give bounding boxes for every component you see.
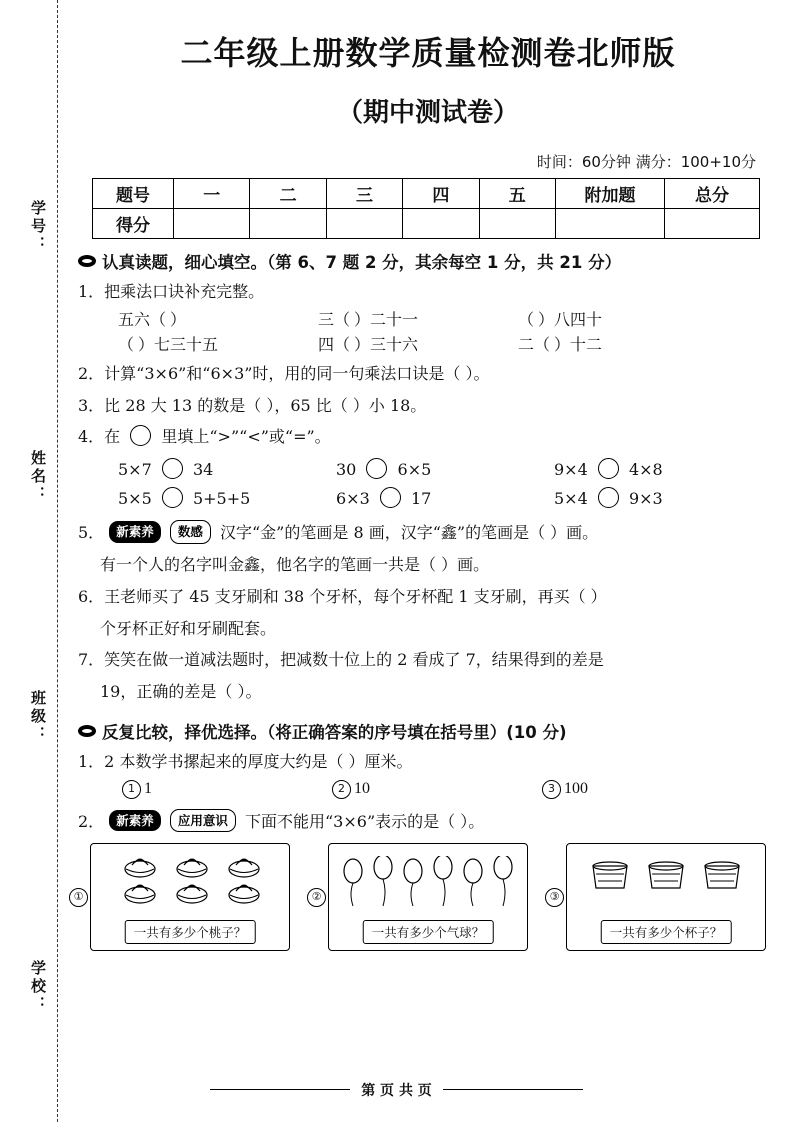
footer-rule-right <box>443 1089 583 1090</box>
section-2-heading <box>78 719 778 743</box>
compare-right: 9×3 <box>628 489 663 509</box>
side-label-column <box>20 0 54 1122</box>
balloon-group <box>329 856 527 908</box>
compare-circle-icon[interactable] <box>380 487 401 508</box>
score-header-4: 四 <box>403 179 479 209</box>
exam-content <box>73 0 778 951</box>
peach-grid <box>115 852 265 902</box>
side-label-class: 班级： <box>29 690 47 744</box>
option-text-1: 1 <box>144 779 152 797</box>
compare-circle-icon[interactable] <box>598 458 619 479</box>
compare-right: 5+5+5 <box>192 489 251 509</box>
option-1[interactable] <box>122 780 332 799</box>
question-1-1: 1．把乘法口诀补充完整。 <box>78 282 265 301</box>
compare-item <box>118 458 336 479</box>
badge-number-sense: 数感 <box>170 520 211 543</box>
score-cell-4[interactable] <box>403 209 479 239</box>
question-1-5-number: 5． <box>78 523 105 543</box>
badge-application-awareness: 应用意识 <box>170 809 236 832</box>
question-2-2 <box>78 809 778 835</box>
option-marker-2: 2 <box>332 780 351 799</box>
question-2-2-number: 2． <box>78 811 105 831</box>
question-1-4-text-b: 里填上“>”“<”或“=”。 <box>161 427 331 447</box>
score-cell-total[interactable] <box>665 209 760 239</box>
question-1-2: 2．计算“3×6”和“6×3”时，用的同一句乘法口诀是（ ）。 <box>78 363 490 383</box>
section-1-heading <box>78 249 778 273</box>
section-bullet-icon <box>78 725 96 737</box>
balloon-icon <box>460 856 486 908</box>
compare-row-1 <box>78 458 778 479</box>
peach-icon <box>170 852 210 876</box>
side-label-student-id: 学号： <box>29 200 47 254</box>
question-1-6-line-2: 个牙杯正好和牙刷配套。 <box>100 618 277 638</box>
picture-caption-2: 一共有多少个气球？ <box>363 920 494 944</box>
koujue-2: 三（ ）二十一 <box>318 311 419 329</box>
compare-right: 4×8 <box>628 460 663 480</box>
score-header-bonus: 附加题 <box>556 179 665 209</box>
cup-stack-icon <box>643 860 689 894</box>
compare-right: 6×5 <box>397 460 432 480</box>
score-cell-3[interactable] <box>326 209 402 239</box>
exam-meta: 时间：60分钟 满分：100+10分 <box>536 153 756 171</box>
compare-row-2 <box>78 487 778 508</box>
compare-left: 5×5 <box>118 489 152 509</box>
koujue-1: 五六（ ） <box>118 311 187 329</box>
peach-icon <box>222 852 262 876</box>
score-cell-2[interactable] <box>250 209 326 239</box>
compare-left: 6×3 <box>336 489 370 509</box>
score-row-label: 得分 <box>93 209 174 239</box>
side-label-name: 姓名： <box>29 450 47 504</box>
section-1-heading-text: 认真读题，细心填空。（第 6、7 题 2 分，其余每空 1 分，共 21 分） <box>102 253 622 272</box>
page-footer <box>0 1080 793 1100</box>
table-row <box>93 209 760 239</box>
balloon-icon <box>490 856 516 908</box>
score-cell-5[interactable] <box>479 209 555 239</box>
compare-right: 17 <box>410 489 432 509</box>
option-text-3: 100 <box>564 779 588 797</box>
peach-icon <box>170 878 210 902</box>
table-row <box>93 179 760 209</box>
compare-circle-icon <box>130 425 151 446</box>
picture-marker-2: ② <box>307 888 326 907</box>
compare-item <box>554 487 772 508</box>
koujue-3: （ ）八四十 <box>518 311 603 329</box>
compare-circle-icon[interactable] <box>162 458 183 479</box>
question-2-2-text: 下面不能用“3×6”表示的是（ ）。 <box>245 811 485 831</box>
footer-page-total: 共 页 <box>398 1083 432 1099</box>
compare-item <box>336 487 554 508</box>
section-bullet-icon <box>78 255 96 267</box>
score-header-3: 三 <box>326 179 402 209</box>
side-label-school: 学校： <box>29 960 47 1014</box>
picture-option-3[interactable] <box>549 843 766 951</box>
score-header-2: 二 <box>250 179 326 209</box>
compare-circle-icon[interactable] <box>162 487 183 508</box>
balloon-icon <box>430 856 456 908</box>
question-1-4 <box>78 425 778 450</box>
question-1-6-line-1: 6．王老师买了 45 支牙刷和 38 个牙杯，每个牙杯配 1 支牙刷，再买（ ） <box>78 586 607 606</box>
compare-right: 34 <box>192 460 214 480</box>
compare-item <box>118 487 336 508</box>
question-1-5 <box>78 520 778 546</box>
score-cell-1[interactable] <box>174 209 250 239</box>
compare-left: 5×4 <box>554 489 588 509</box>
question-1-1-line-2 <box>78 332 778 355</box>
score-header-label: 题号 <box>93 179 174 209</box>
question-1-7-line-2: 19，正确的差是（ ）。 <box>100 682 262 702</box>
compare-item <box>336 458 554 479</box>
picture-marker-3: ③ <box>545 888 564 907</box>
picture-marker-1: ① <box>69 888 88 907</box>
compare-left: 30 <box>336 460 357 480</box>
section-2-heading-text: 反复比较，择优选择。（将正确答案的序号填在括号里）(10 分) <box>102 722 567 742</box>
option-text-2: 10 <box>354 779 370 797</box>
score-table <box>92 178 760 239</box>
koujue-6: 二（ ）十二 <box>518 336 603 354</box>
picture-option-2[interactable] <box>311 843 528 951</box>
option-2[interactable] <box>332 780 542 799</box>
cup-stack-icon <box>699 860 745 894</box>
peach-icon <box>222 878 262 902</box>
option-marker-3: 3 <box>542 780 561 799</box>
badge-new-literacy: 新素养 <box>109 521 161 542</box>
picture-caption-3: 一共有多少个杯子？ <box>601 920 732 944</box>
score-header-total: 总分 <box>665 179 760 209</box>
option-marker-1: 1 <box>122 780 141 799</box>
question-2-1-options <box>78 780 778 799</box>
badge-new-literacy: 新素养 <box>109 810 161 831</box>
picture-caption-1: 一共有多少个桃子？ <box>125 920 256 944</box>
page-subtitle: （期中测试卷） <box>336 98 519 128</box>
question-1-5-line-1: 汉字“金”的笔画是 8 画，汉字“鑫”的笔画是（ ）画。 <box>220 523 599 543</box>
score-header-5: 五 <box>479 179 555 209</box>
balloon-icon <box>340 856 366 908</box>
question-1-3: 3．比 28 大 13 的数是（ ），65 比（ ）小 18。 <box>78 395 427 415</box>
compare-circle-icon[interactable] <box>366 458 387 479</box>
koujue-5: 四（ ）三十六 <box>318 336 419 354</box>
question-1-4-text-a: 4．在 <box>78 427 121 447</box>
peach-icon <box>118 852 158 876</box>
question-1-7-line-1: 7．笑笑在做一道减法题时，把减数十位上的 2 看成了 7，结果得到的差是 <box>78 650 604 670</box>
compare-item <box>554 458 772 479</box>
question-1-5-line-2: 有一个人的名字叫金鑫，他名字的笔画一共是（ ）画。 <box>100 554 490 574</box>
margin-dashed-line <box>57 0 58 1122</box>
balloon-icon <box>400 856 426 908</box>
cup-stack-icon <box>587 860 633 894</box>
footer-page-current: 第 页 <box>361 1083 395 1099</box>
question-2-2-pictures <box>73 843 778 951</box>
question-2-1: 1．2 本数学书摞起来的厚度大约是（ ）厘米。 <box>78 751 413 771</box>
compare-left: 9×4 <box>554 460 588 480</box>
peach-icon <box>118 878 158 902</box>
picture-option-1[interactable] <box>73 843 290 951</box>
cup-group <box>567 860 765 894</box>
koujue-4: （ ）七三十五 <box>118 336 219 354</box>
balloon-icon <box>370 856 396 908</box>
compare-circle-icon[interactable] <box>598 487 619 508</box>
footer-rule-left <box>210 1089 350 1090</box>
page-title: 二年级上册数学质量检测卷北师版 <box>180 34 676 72</box>
compare-left: 5×7 <box>118 460 152 480</box>
score-cell-bonus[interactable] <box>556 209 665 239</box>
question-1-1-line-1 <box>78 307 778 330</box>
option-3[interactable] <box>542 780 752 799</box>
score-header-1: 一 <box>174 179 250 209</box>
